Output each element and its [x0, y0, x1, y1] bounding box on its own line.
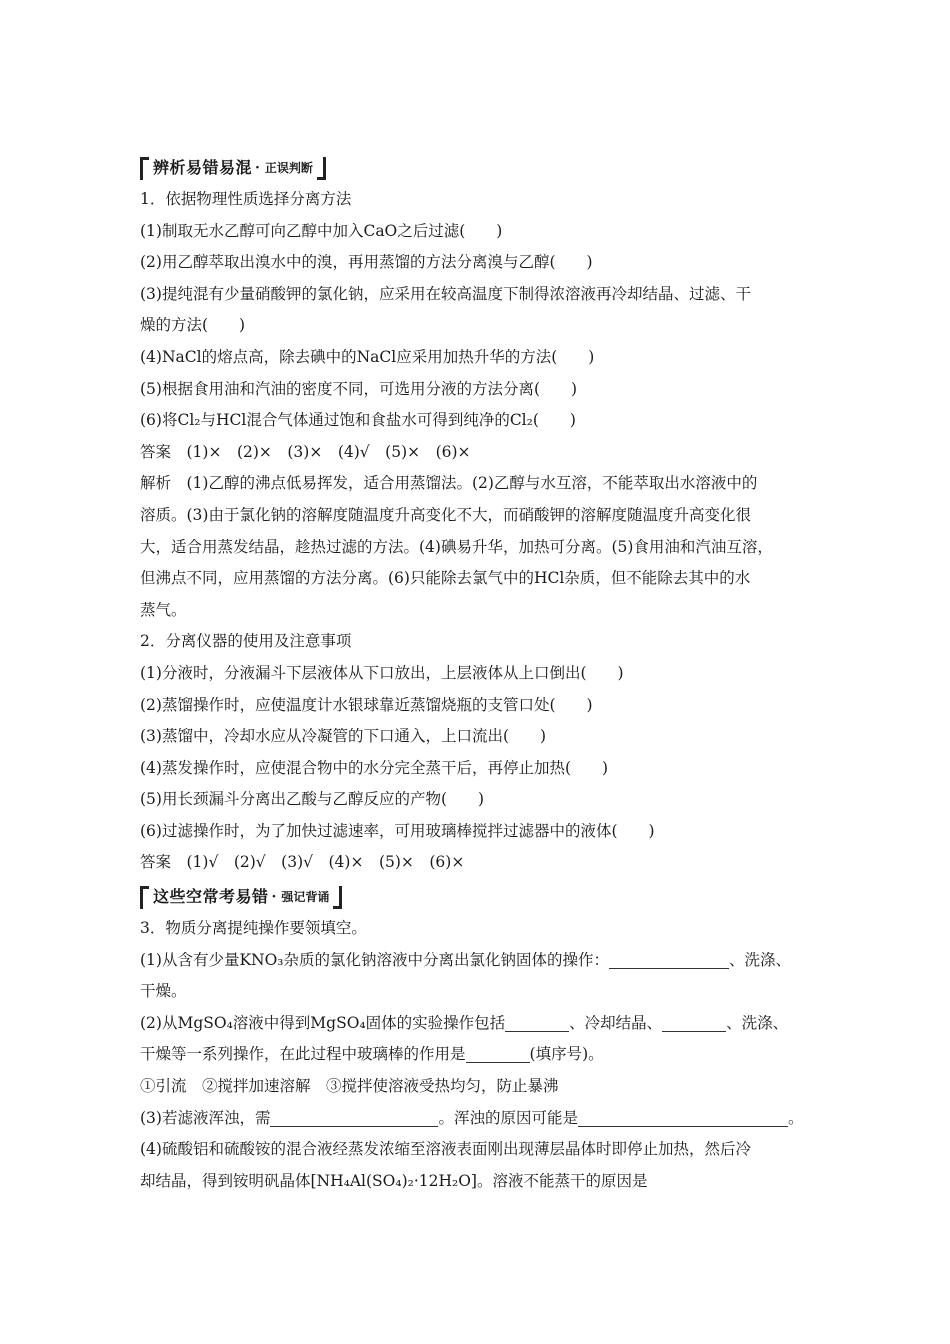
q3-2-cont-text: 干燥等一系列操作，在此过程中玻璃棒的作用是 — [140, 1045, 466, 1064]
q3-options: ①引流 ②搅拌加速溶解 ③搅拌使溶液受热均匀，防止暴沸 — [140, 1077, 559, 1096]
bracket-left-icon — [140, 157, 149, 180]
q3-1-text-end: 、洗涤、 — [729, 950, 792, 969]
q3-3-text-end: 。 — [787, 1108, 804, 1127]
heading-main: 这些空常考易错 — [153, 887, 269, 907]
fill-blank[interactable] — [662, 1013, 726, 1032]
q1-item-4: (4)NaCl的熔点高，除去碘中的NaCl应采用加热升华的方法( ) — [140, 347, 595, 366]
q1-item-2: (2)用乙醇萃取出溴水中的溴，再用蒸馏的方法分离溴与乙醇( ) — [140, 253, 593, 272]
bracket-right-icon — [317, 157, 326, 180]
q1-item-5: (5)根据食用油和汽油的密度不同，可选用分液的方法分离( ) — [140, 379, 578, 398]
heading-sub: 强记背诵 — [281, 890, 330, 905]
heading-main: 辨析易错易混 — [153, 158, 253, 177]
fill-blank[interactable] — [466, 1044, 530, 1063]
q1-item-6: (6)将Cl₂与HCl混合气体通过饱和食盐水可得到纯净的Cl₂( ) — [140, 411, 576, 430]
q3-2-text-mid: 、冷却结晶、 — [569, 1013, 663, 1032]
fill-blank[interactable] — [270, 1108, 438, 1127]
q2-item-2: (2)蒸馏操作时，应使温度计水银球靠近蒸馏烧瓶的支管口处( ) — [140, 695, 593, 714]
fill-blank[interactable] — [609, 950, 729, 969]
q1-answer: 答案 (1)× (2)× (3)× (4)√ (5)× (6)× — [140, 442, 471, 461]
q1-analysis-line-3: 大，适合用蒸发结晶，趁热过滤的方法。(4)碘易升华，加热可分离。(5)食用油和汽油互溶， — [140, 537, 773, 556]
q3-item-2-cont — [140, 1039, 820, 1071]
question-1-title: 1．依据物理性质选择分离方法 — [140, 190, 352, 208]
q3-2-text: (2)从MgSO₄溶液中得到MgSO₄固体的实验操作包括 — [140, 1013, 506, 1032]
q2-item-4: (4)蒸发操作时，应使混合物中的水分完全蒸干后，再停止加热( ) — [140, 758, 609, 777]
q3-3-text: (3)若滤液浑浊，需 — [140, 1108, 271, 1127]
bracket-right-icon — [333, 886, 342, 909]
q3-2-text-end: 、洗涤、 — [726, 1013, 789, 1032]
q1-analysis-line-5: 蒸气。 — [140, 600, 187, 619]
q3-item-1 — [140, 945, 820, 977]
q1-item-3-cont: 燥的方法( ) — [140, 316, 246, 335]
heading-dot: · — [255, 160, 260, 176]
section-heading-1 — [140, 152, 820, 184]
q3-1-text: (1)从含有少量KNO₃杂质的氯化钠溶液中分离出氯化钠固体的操作： — [140, 950, 610, 969]
q1-analysis-line-2: 溶质。(3)由于氯化钠的溶解度随温度升高变化不大，而硝酸钾的溶解度随温度升高变化很 — [140, 505, 751, 524]
q1-item-1: (1)制取无水乙醇可向乙醇中加入CaO之后过滤( ) — [140, 221, 503, 240]
q3-item-4-cont: 却结晶，得到铵明矾晶体[NH₄Al(SO₄)₂·12H₂O]。溶液不能蒸干的原因是 — [140, 1171, 648, 1190]
question-3-title: 3．物质分离提纯操作要领填空。 — [140, 919, 367, 938]
q3-item-4: (4)硫酸铝和硫酸铵的混合液经蒸发浓缩至溶液表面刚出现薄层晶体时即停止加热，然后冷 — [140, 1140, 751, 1159]
q2-item-5: (5)用长颈漏斗分离出乙酸与乙醇反应的产物( ) — [140, 790, 485, 809]
q3-item-2 — [140, 1008, 820, 1040]
section-heading-2 — [140, 881, 820, 913]
q3-item-3 — [140, 1103, 820, 1135]
question-2-title: 2．分离仪器的使用及注意事项 — [140, 632, 352, 651]
q1-analysis-line-4: 但沸点不同，应用蒸馏的方法分离。(6)只能除去氯气中的HCl杂质，但不能除去其中的水 — [140, 569, 751, 588]
heading-sub: 正误判断 — [264, 161, 313, 175]
q2-item-1: (1)分液时，分液漏斗下层液体从下口放出，上层液体从上口倒出( ) — [140, 663, 624, 682]
document-page — [140, 150, 820, 1197]
q3-item-1-cont: 干燥。 — [140, 982, 187, 1001]
q2-item-6: (6)过滤操作时，为了加快过滤速率，可用玻璃棒搅拌过滤器中的液体( ) — [140, 821, 655, 840]
q1-item-3: (3)提纯混有少量硝酸钾的氯化钠，应采用在较高温度下制得浓溶液再冷却结晶、过滤、干 — [140, 284, 751, 303]
q2-answer: 答案 (1)√ (2)√ (3)√ (4)× (5)× (6)× — [140, 853, 465, 872]
q1-analysis-line-1: 解析 (1)乙醇的沸点低易挥发，适合用蒸馏法。(2)乙醇与水互溶，不能萃取出水溶液中的 — [140, 474, 758, 493]
q3-2-cont-end: (填序号)。 — [529, 1045, 604, 1064]
q2-item-3: (3)蒸馏中，冷却水应从冷凝管的下口通入，上口流出( ) — [140, 727, 547, 746]
heading-dot: · — [271, 889, 277, 906]
q3-3-text-mid: 。浑浊的原因可能是 — [438, 1108, 578, 1127]
fill-blank[interactable] — [578, 1108, 788, 1127]
bracket-left-icon — [140, 886, 149, 909]
fill-blank[interactable] — [505, 1013, 569, 1032]
